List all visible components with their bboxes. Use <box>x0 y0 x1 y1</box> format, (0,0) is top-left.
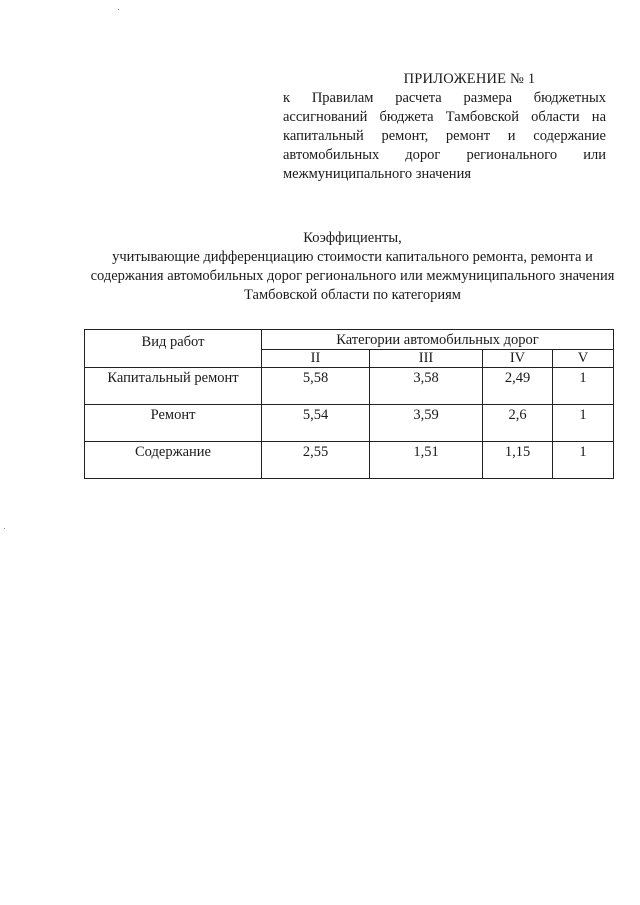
coefficient-cell: 3,58 <box>370 368 483 405</box>
table-row <box>85 405 614 442</box>
document-title: Коэффициенты, <box>303 230 402 246</box>
document-title-block <box>80 229 625 305</box>
coefficients-table <box>84 329 614 479</box>
scan-artifact <box>118 9 119 10</box>
coefficient-cell: 2,55 <box>262 442 370 479</box>
coefficient-cell: 5,58 <box>262 368 370 405</box>
scan-artifact <box>4 528 5 529</box>
table-row <box>85 442 614 479</box>
category-header: III <box>370 350 483 368</box>
category-header: II <box>262 350 370 368</box>
work-type-cell: Ремонт <box>85 405 262 442</box>
category-header: IV <box>483 350 553 368</box>
coefficient-cell: 1,15 <box>483 442 553 479</box>
coefficient-cell: 1,51 <box>370 442 483 479</box>
category-header: V <box>553 350 614 368</box>
work-type-cell: Капитальный ремонт <box>85 368 262 405</box>
appendix-block <box>283 70 606 184</box>
coefficient-cell: 5,54 <box>262 405 370 442</box>
coefficient-cell: 1 <box>553 442 614 479</box>
coefficient-cell: 3,59 <box>370 405 483 442</box>
appendix-title: ПРИЛОЖЕНИЕ № 1 <box>403 71 536 87</box>
coefficient-cell: 1 <box>553 368 614 405</box>
road-categories-header: Категории автомобильных дорог <box>262 330 614 350</box>
document-subtitle: учитывающие дифференциацию стоимости капитального ремонта, ремонта и содержания автомобильных дорог регионального или межмуниципального значения Тамбовской области по категориям <box>90 249 615 303</box>
coefficient-cell: 1 <box>553 405 614 442</box>
work-type-header: Вид работ <box>85 330 262 368</box>
coefficient-cell: 2,49 <box>483 368 553 405</box>
appendix-text: к Правилам расчета размера бюджетных ассигнований бюджета Тамбовской области на капитальный ремонт, ремонт и содержание автомобильных дорог регионального или межмуниципального значения <box>283 90 606 182</box>
work-type-cell: Содержание <box>85 442 262 479</box>
table-row <box>85 368 614 405</box>
coefficient-cell: 2,6 <box>483 405 553 442</box>
